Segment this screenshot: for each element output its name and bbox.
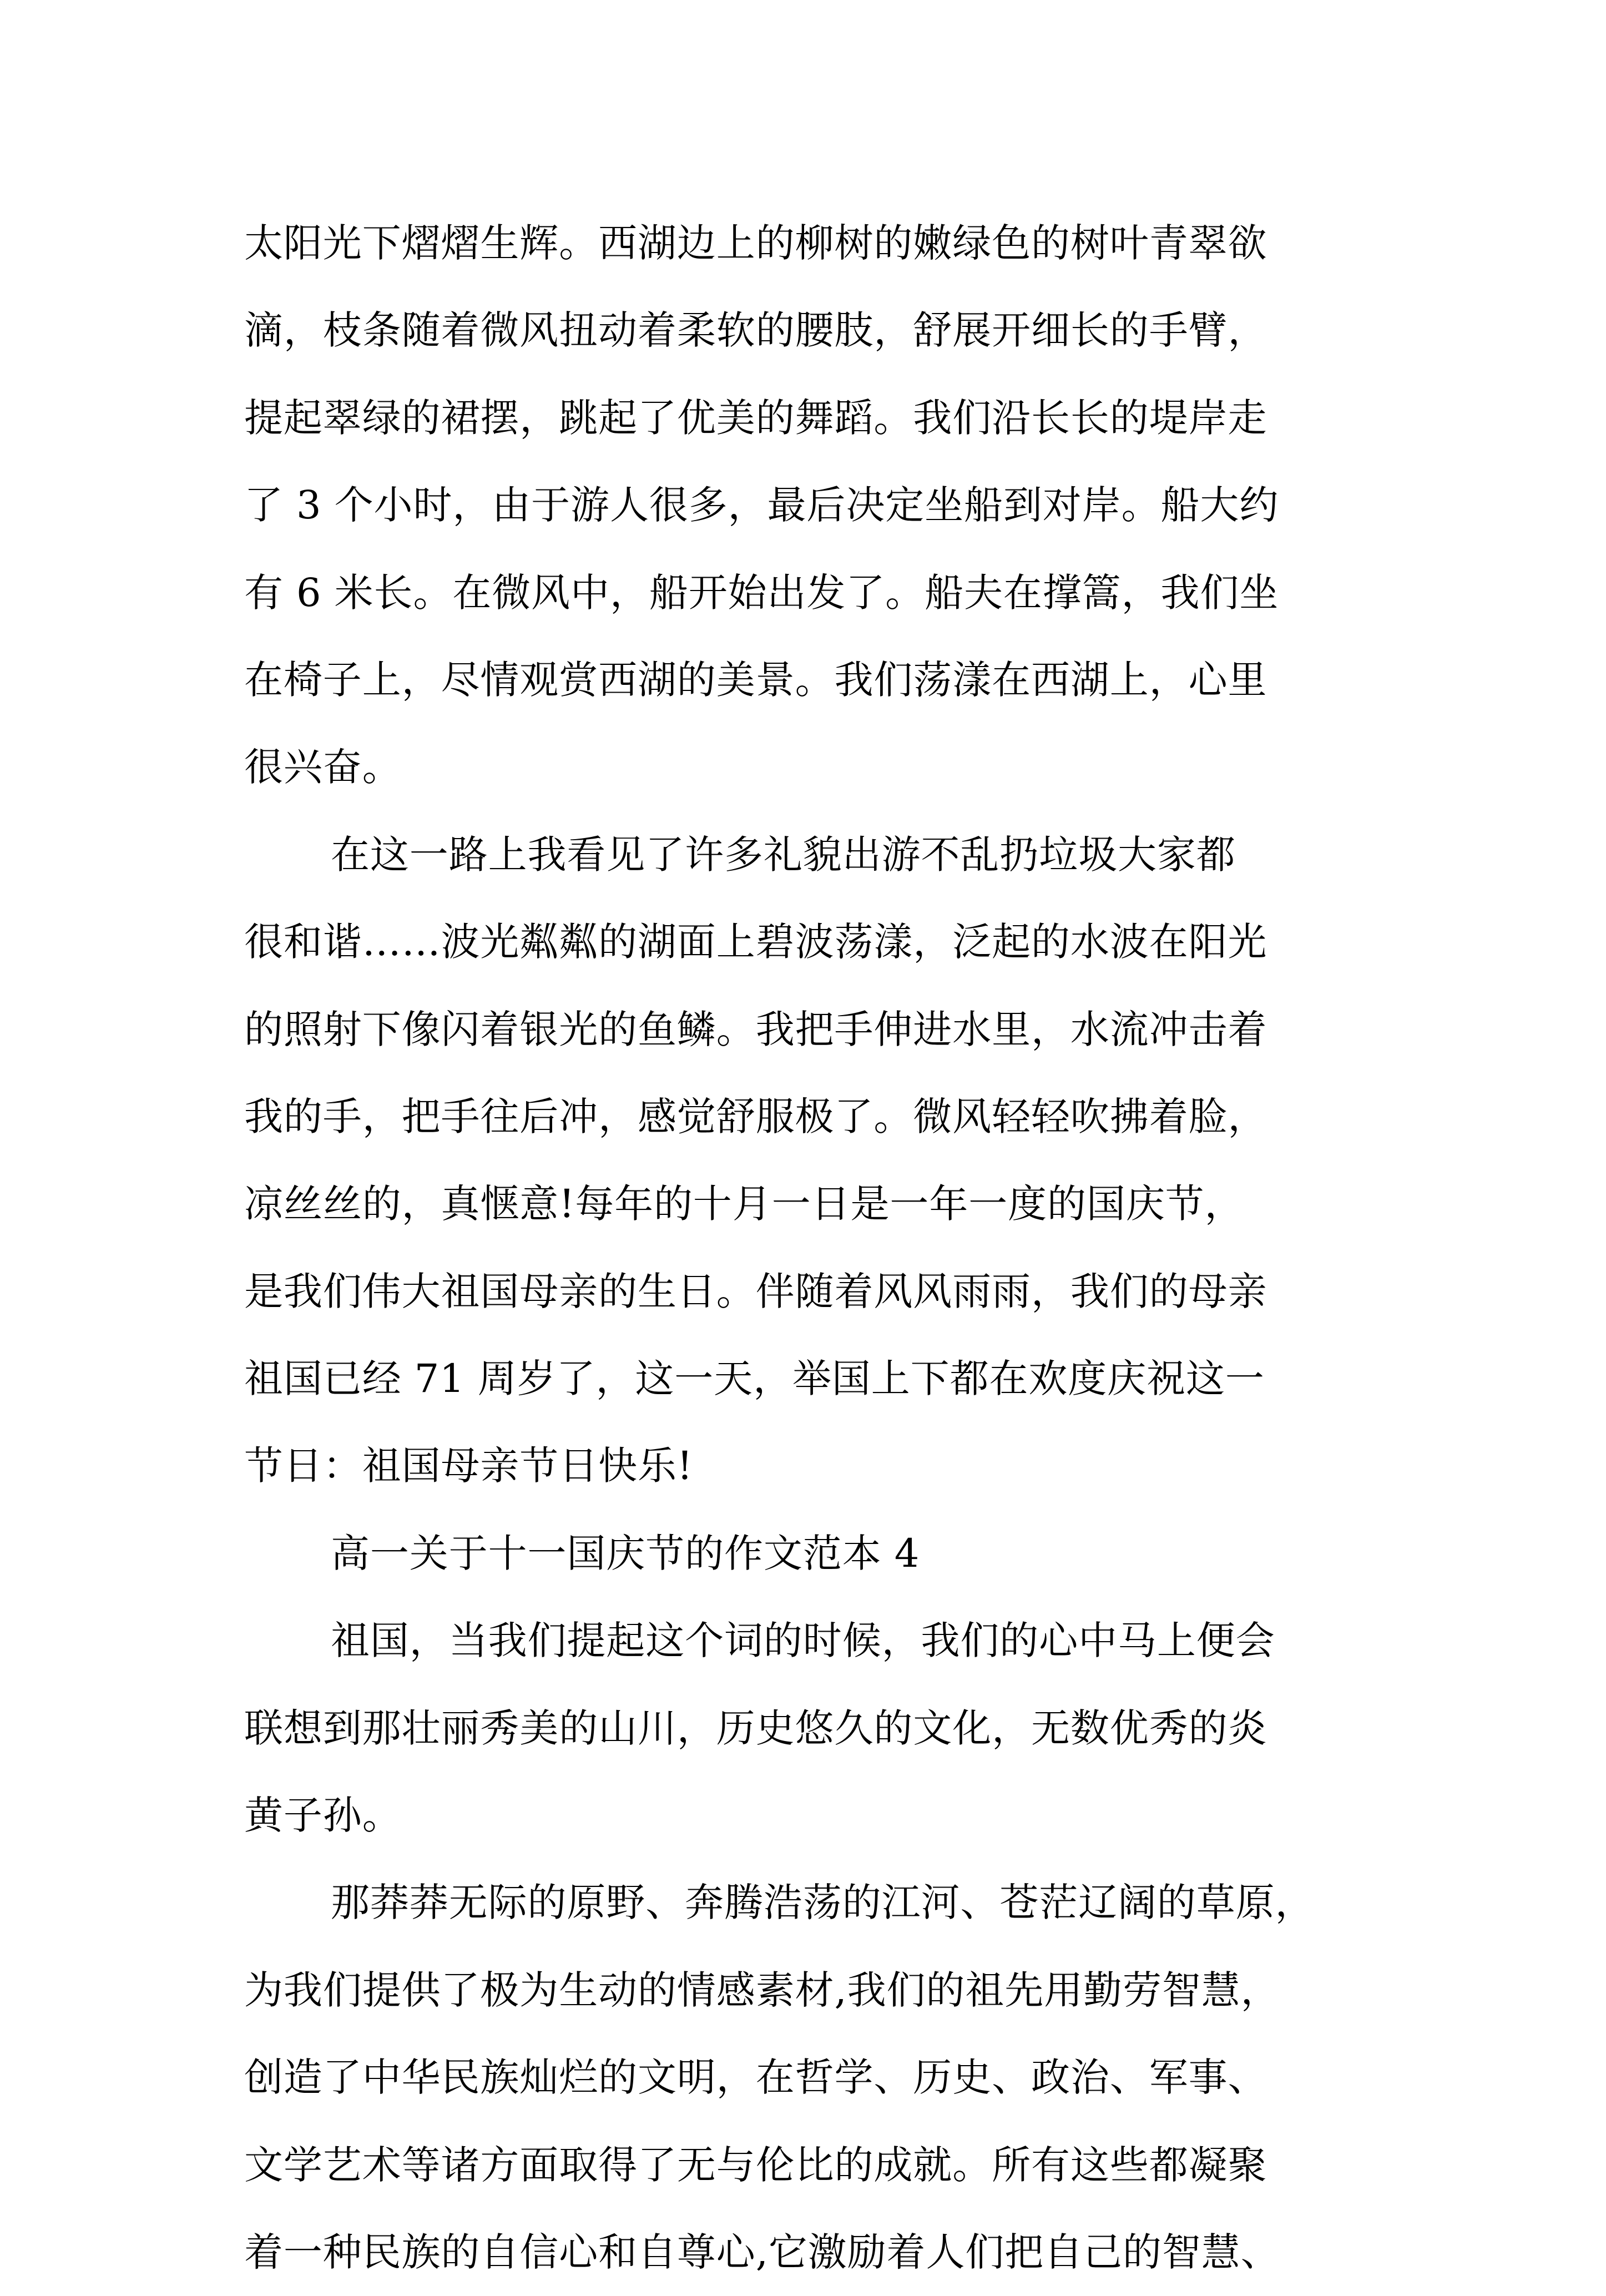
text-line: 祖国，当我们提起这个词的时候，我们的心中马上便会 xyxy=(331,1618,1275,1664)
text-line: 在这一路上我看见了许多礼貌出游不乱扔垃圾大家都 xyxy=(331,831,1236,877)
essay-title: 高一关于十一国庆节的作文范本 4 xyxy=(331,1530,920,1576)
document-body xyxy=(244,200,1382,2296)
paragraph-west-lake xyxy=(244,200,1382,811)
text-line: 了 3 个小时，由于游人很多，最后决定坐船到对岸。船大约 xyxy=(244,482,1279,528)
text-line: 的照射下像闪着银光的鱼鳞。我把手伸进水里，水流冲击着 xyxy=(244,1006,1267,1052)
text-line: 创造了中华民族灿烂的文明，在哲学、历史、政治、军事、 xyxy=(244,2055,1267,2101)
text-line: 太阳光下熠熠生辉。西湖边上的柳树的嫩绿色的树叶青翠欲 xyxy=(244,220,1267,266)
text-line: 凉丝丝的，真惬意!每年的十月一日是一年一度的国庆节， xyxy=(244,1181,1244,1227)
text-line: 滴，枝条随着微风扭动着柔软的腰肢，舒展开细长的手臂， xyxy=(244,307,1267,354)
text-line: 着一种民族的自信心和自尊心,它激励着人们把自己的智慧、 xyxy=(244,2229,1280,2275)
text-line: 那莽莽无际的原野、奔腾浩荡的江河、苍茫辽阔的草原， xyxy=(331,1880,1315,1926)
paragraph-journey xyxy=(244,811,1382,1510)
text-line: 在椅子上，尽情观赏西湖的美景。我们荡漾在西湖上，心里 xyxy=(244,657,1267,703)
text-line: 祖国已经 71 周岁了，这一天，举国上下都在欢度庆祝这一 xyxy=(244,1356,1265,1402)
text-line: 有 6 米长。在微风中，船开始出发了。船夫在撑篙，我们坐 xyxy=(244,569,1279,615)
text-line: 我的手，把手往后冲，感觉舒服极了。微风轻轻吹拂着脸， xyxy=(244,1093,1267,1139)
section-heading xyxy=(244,1510,1382,1597)
text-line: 是我们伟大祖国母亲的生日。伴随着风风雨雨，我们的母亲 xyxy=(244,1268,1267,1314)
text-line: 为我们提供了极为生动的情感素材,我们的祖先用勤劳智慧， xyxy=(244,1967,1280,2013)
paragraph-motherland xyxy=(244,1597,1382,1859)
text-line: 很和谐……波光粼粼的湖面上碧波荡漾，泛起的水波在阳光 xyxy=(244,919,1267,965)
text-line: 文学艺术等诸方面取得了无与伦比的成就。所有这些都凝聚 xyxy=(244,2142,1267,2188)
text-line: 联想到那壮丽秀美的山川，历史悠久的文化，无数优秀的炎 xyxy=(244,1705,1267,1751)
text-line: 黄子孙。 xyxy=(244,1793,402,1839)
text-line: 提起翠绿的裙摆，跳起了优美的舞蹈。我们沿长长的堤岸走 xyxy=(244,395,1267,441)
text-line: 很兴奋。 xyxy=(244,744,402,790)
paragraph-civilization xyxy=(244,1859,1382,2296)
text-line: 节日：祖国母亲节日快乐! xyxy=(244,1443,693,1489)
